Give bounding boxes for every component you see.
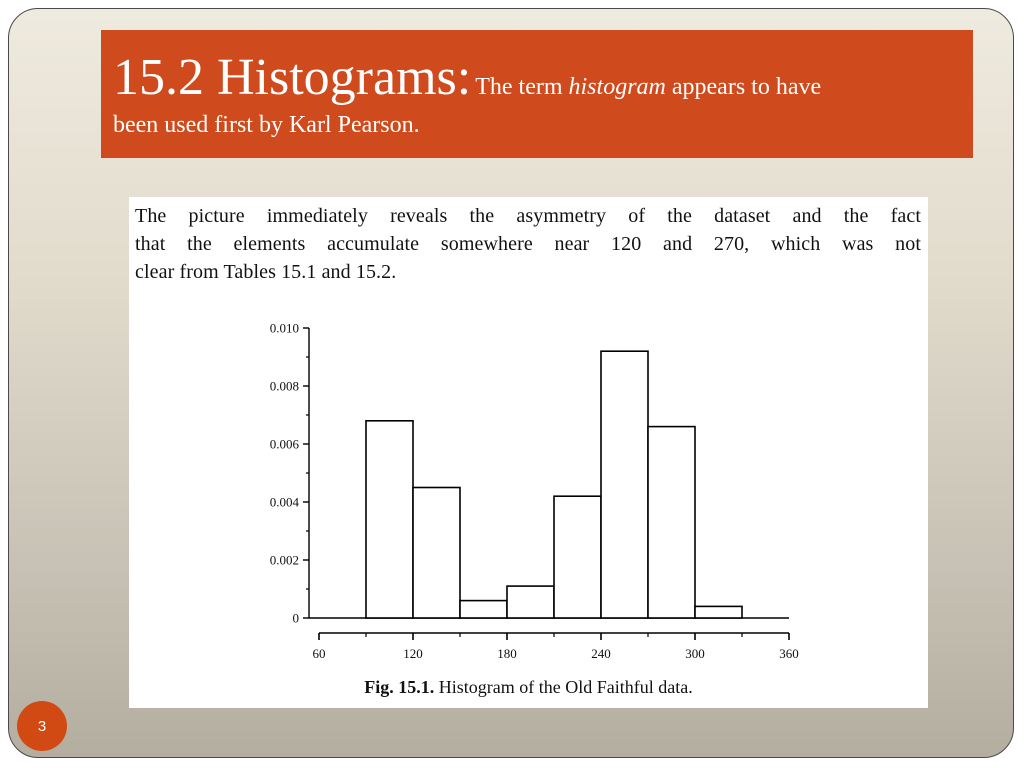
y-tick-label: 0.010: [269, 320, 299, 336]
histogram-bar: [413, 488, 460, 619]
caption-text: Histogram of the Old Faithful data.: [434, 677, 693, 697]
histogram-chart: [129, 197, 928, 667]
histogram-bar: [366, 421, 413, 618]
slide-title: 15.2 Histograms:: [113, 49, 472, 106]
histogram-bar: [460, 601, 507, 618]
x-tick-label: 360: [779, 646, 799, 661]
histogram-bar: [554, 496, 601, 618]
histogram-bar: [648, 427, 695, 618]
paragraph-line: clear from Tables 15.1 and 15.2.: [135, 261, 397, 283]
y-tick-label: 0.008: [269, 378, 299, 394]
figure-panel: [129, 197, 928, 708]
x-tick-label: 60: [312, 646, 326, 661]
caption-label: Fig. 15.1.: [364, 677, 435, 697]
x-tick-label: 300: [685, 646, 705, 661]
paragraph-line: The picture immediately reveals the asymmetry of the dataset and the fact: [135, 205, 921, 227]
histogram-bar: [695, 606, 742, 618]
title-bar: [101, 30, 973, 158]
figure-caption: [129, 677, 928, 698]
paragraph-line: that the elements accumulate somewhere near 120 and 270, which was not: [135, 233, 921, 255]
subtitle-text: The term histogram appears to have: [475, 74, 822, 100]
subtitle-line-2: been used first by Karl Pearson.: [113, 112, 420, 138]
y-tick-label: 0.002: [269, 552, 299, 568]
x-tick-label: 120: [403, 646, 423, 661]
x-tick-label: 180: [497, 646, 517, 661]
histogram-bar: [507, 586, 554, 618]
y-tick-label: 0: [292, 610, 299, 626]
x-tick-label: 240: [591, 646, 611, 661]
page-number-badge: 3: [17, 701, 67, 751]
histogram-bar: [601, 351, 648, 618]
subtitle-emphasis: histogram: [568, 74, 666, 100]
y-tick-label: 0.006: [269, 436, 299, 452]
y-tick-label: 0.004: [269, 494, 299, 510]
